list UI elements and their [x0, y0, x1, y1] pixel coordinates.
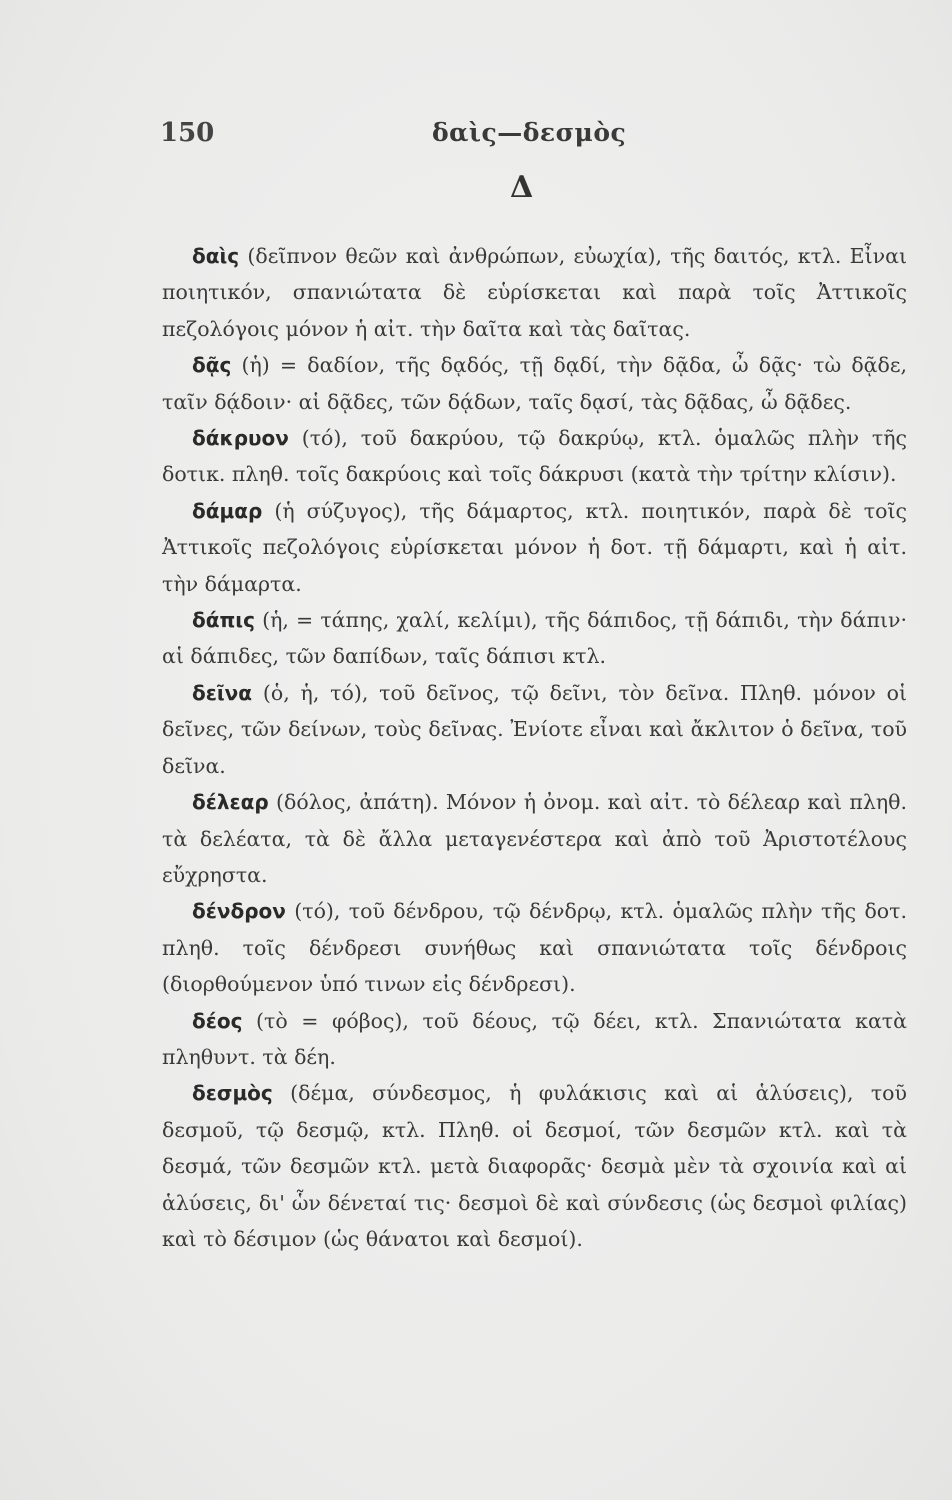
- dictionary-entry: [162, 893, 907, 1002]
- entry-text: (ἡ σύζυγος), τῆς δάμαρτος, κτλ. ποιητικόν, παρὰ δὲ τοῖς Ἀττικοῖς πεζολόγοις εὑρίσκεται μόνον ἡ δοτ. τῇ δάμαρτι, καὶ ἡ αἰτ. τὴν δάμαρτα.: [162, 498, 907, 596]
- entry-headword: δεῖνα: [192, 680, 253, 705]
- page-number: 150: [160, 118, 215, 148]
- dictionary-entry: [162, 1075, 907, 1257]
- entry-headword: δαὶς: [192, 244, 240, 268]
- dictionary-entry: [162, 238, 907, 347]
- entry-text: (δέμα, σύνδεσμος, ἡ φυλάκισις καὶ αἱ ἁλύσεις), τοῦ δεσμοῦ, τῷ δεσμῷ, κτλ. Πληθ. οἱ δεσμοί, τῶν δεσμῶν κτλ. καὶ τὰ δεσμά, τῶν δεσμῶν κτλ. μετὰ διαφορᾶς· δεσμὰ μὲν τὰ σχοινία καὶ αἱ ἁλύσεις, δι' ὧν δένεταί τις· δεσμοὶ δὲ καὶ σύνδεσις (ὡς δεσμοὶ φιλίας) καὶ τὸ δέσιμον (ὡς θάνατοι καὶ δεσμοί).: [162, 1081, 907, 1251]
- entry-text: (δόλος, ἀπάτη). Μόνον ἡ ὀνομ. καὶ αἰτ. τὸ δέλεαρ καὶ πληθ. τὰ δελέατα, τὰ δὲ ἄλλα μεταγενέστερα καὶ ἀπὸ τοῦ Ἀριστοτέλους εὔχρηστα.: [162, 790, 907, 887]
- entry-text: (ἡ) = δαδίον, τῆς δᾳδός, τῇ δᾳδί, τὴν δᾷδα, ὦ δᾷς· τὼ δᾷδε, ταῖν δᾴδοιν· αἱ δᾷδες, τῶν δᾴδων, ταῖς δᾳσί, τὰς δᾷδας, ὦ δᾷδες.: [162, 353, 907, 414]
- entry-text: (τό), τοῦ δένδρου, τῷ δένδρῳ, κτλ. ὁμαλῶς πλὴν τῆς δοτ. πληθ. τοῖς δένδρεσι συνήθως καὶ σπανιώτατα τοῖς δένδροις (διορθούμενον ὑπό τινων εἰς δένδρεσι).: [162, 899, 907, 997]
- entry-text: (ὁ, ἡ, τό), τοῦ δεῖνος, τῷ δεῖνι, τὸν δεῖνα. Πληθ. μόνον οἱ δεῖνες, τῶν δείνων, τοὺς δεῖνας. Ἐνίοτε εἶναι καὶ ἄκλιτον ὁ δεῖνα, τοῦ δεῖνα.: [162, 680, 907, 778]
- entry-text: (δεῖπνον θεῶν καὶ ἀνθρώπων, εὐωχία), τῆς δαιτός, κτλ. Εἶναι ποιητικόν, σπανιώτατα δὲ εὑρίσκεται καὶ παρὰ τοῖς Ἀττικοῖς πεζολόγοις μόνον ἡ αἰτ. τὴν δαῖτα καὶ τὰς δαῖτας.: [162, 244, 907, 341]
- entry-text: (ἡ, = τάπης, χαλί, κελίμι), τῆς δάπιδος, τῇ δάπιδι, τὴν δάπιν· αἱ δάπιδες, τῶν δαπίδων, ταῖς δάπισι κτλ.: [162, 608, 907, 669]
- dictionary-entry: [162, 1003, 907, 1076]
- dictionary-entries: [162, 238, 907, 1257]
- entry-headword: δάκρυον: [192, 426, 289, 451]
- entry-headword: δέος: [192, 1008, 243, 1033]
- entry-headword: δᾷς: [192, 353, 232, 378]
- running-head: δαὶς—δεσμὸς: [432, 118, 627, 147]
- entry-headword: δεσμὸς: [192, 1081, 273, 1106]
- dictionary-entry: [162, 602, 907, 675]
- entry-headword: δέλεαρ: [192, 790, 269, 815]
- dictionary-entry: [162, 347, 907, 420]
- dictionary-entry: [162, 493, 907, 602]
- page-header: [160, 118, 900, 158]
- dictionary-entry: [162, 784, 907, 893]
- entry-headword: δάμαρ: [192, 498, 263, 523]
- entry-headword: δένδρον: [192, 899, 286, 924]
- dictionary-entry: [162, 675, 907, 784]
- dictionary-entry: [162, 420, 907, 493]
- section-letter: Δ: [510, 170, 534, 205]
- entry-text: (τό), τοῦ δακρύου, τῷ δακρύῳ, κτλ. ὁμαλῶς πλὴν τῆς δοτικ. πληθ. τοῖς δακρύοις καὶ τοῖς δάκρυσι (κατὰ τὴν τρίτην κλίσιν).: [162, 426, 907, 487]
- entry-text: (τὸ = φόβος), τοῦ δέους, τῷ δέει, κτλ. Σπανιώτατα κατὰ πληθυντ. τὰ δέη.: [162, 1008, 907, 1069]
- entry-headword: δάπις: [192, 608, 255, 633]
